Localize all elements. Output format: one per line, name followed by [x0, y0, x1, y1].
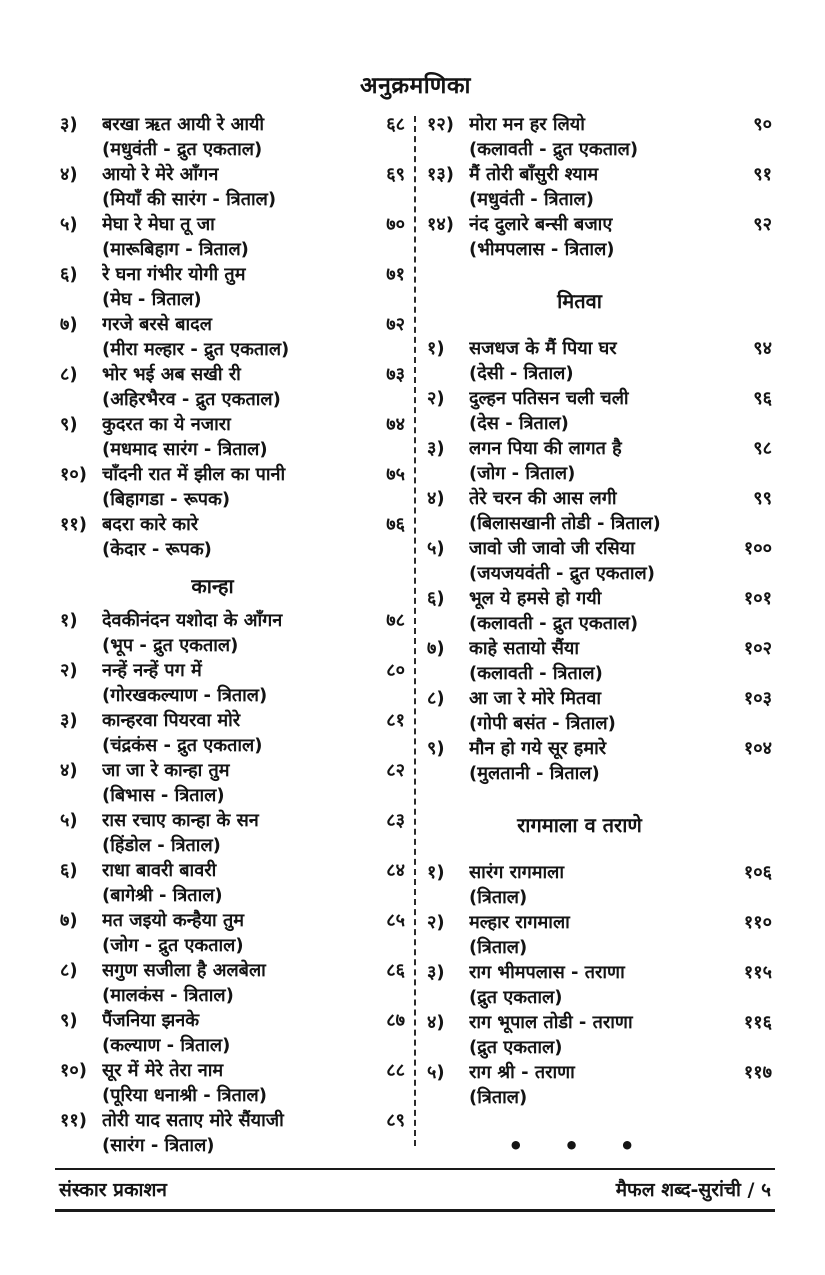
toc-entry — [427, 112, 772, 162]
entry-raga-tala: (गोरखकल्याण - त्रिताल) — [102, 685, 268, 706]
entry-number: १०) — [60, 1060, 87, 1081]
entry-page-number: ९० — [753, 114, 772, 135]
entry-title: राग श्री - तराणा — [469, 1062, 575, 1083]
entry-page-number: १०२ — [743, 638, 772, 659]
entry-raga-tala: (जोग - द्रुत एकताल) — [102, 935, 244, 956]
toc-entry — [60, 758, 405, 808]
right-column — [427, 112, 772, 1160]
entry-title: नंद दुलारे बन्सी बजाए — [469, 214, 613, 235]
entry-number: ८) — [427, 688, 445, 709]
entry-page-number: ७२ — [386, 314, 405, 335]
entry-number: ७) — [427, 638, 445, 659]
entry-title: मेघा रे मेघा तू जा — [102, 214, 215, 235]
entry-title: नन्हें नन्हें पग में — [102, 660, 202, 681]
entry-page-number: ९९ — [753, 488, 772, 509]
entry-page-number: ७३ — [386, 364, 405, 385]
entry-number: ७) — [60, 910, 78, 931]
entry-page-number: ९१ — [753, 164, 772, 185]
entry-raga-tala: (हिंडोल - त्रिताल) — [102, 835, 221, 856]
entry-raga-tala: (जोग - त्रिताल) — [469, 463, 576, 484]
entry-raga-tala: (चंद्रकंस - द्रुत एकताल) — [102, 735, 263, 756]
entry-number: ९) — [60, 414, 78, 435]
toc-entry — [60, 658, 405, 708]
entry-page-number: ११७ — [743, 1062, 772, 1083]
entry-page-number: ७६ — [386, 514, 405, 535]
entry-raga-tala: (मारूबिहाग - त्रिताल) — [102, 239, 249, 260]
entry-number: ९) — [60, 1010, 78, 1031]
entry-title: सूर में मेरे तेरा नाम — [102, 1060, 224, 1081]
entry-raga-tala: (कलावती - त्रिताल) — [469, 663, 603, 684]
entry-raga-tala: (त्रिताल) — [469, 887, 528, 908]
entry-title: लगन पिया की लागत है — [469, 438, 622, 459]
entry-raga-tala: (बिभास - त्रिताल) — [102, 785, 225, 806]
entry-title: मल्हार रागमाला — [469, 912, 570, 933]
toc-entry — [427, 386, 772, 436]
entry-number: २) — [427, 912, 445, 933]
entry-number: ८) — [60, 364, 78, 385]
entry-title: आयो रे मेरे आँगन — [102, 164, 219, 185]
entry-page-number: ७० — [386, 214, 405, 235]
entry-title: मोरा मन हर लियो — [469, 114, 585, 135]
toc-entry — [60, 262, 405, 312]
entry-raga-tala: (देस - त्रिताल) — [469, 413, 569, 434]
entry-number: १०) — [60, 464, 87, 485]
entry-title: दुल्हन पतिसन चली चली — [469, 388, 629, 409]
entry-title: राग भूपाल तोडी - तराणा — [469, 1012, 633, 1033]
entry-raga-tala: (भूप - द्रुत एकताल) — [102, 635, 239, 656]
entry-title: देवकीनंदन यशोदा के आँगन — [102, 610, 283, 631]
toc-entry — [427, 162, 772, 212]
entry-page-number: ८० — [386, 660, 405, 681]
entry-number: २) — [427, 388, 445, 409]
entry-title: बदरा कारे कारे — [102, 514, 199, 535]
entry-raga-tala: (कल्याण - त्रिताल) — [102, 1035, 231, 1056]
entry-title: कुदरत का ये नजारा — [102, 414, 231, 435]
entry-number: ९) — [427, 738, 445, 759]
toc-entry — [60, 462, 405, 512]
entry-number: १) — [427, 338, 445, 359]
entry-page-number: ७४ — [386, 414, 405, 435]
toc-entry — [60, 162, 405, 212]
entry-title: जा जा रे कान्हा तुम — [102, 760, 230, 781]
entry-page-number: ११६ — [743, 1012, 772, 1033]
entry-page-number: १०३ — [743, 688, 772, 709]
entry-number: ६) — [427, 588, 445, 609]
entry-number: १) — [427, 862, 445, 883]
toc-entry — [427, 536, 772, 586]
entry-raga-tala: (मधुवंती - द्रुत एकताल) — [102, 139, 263, 160]
entry-page-number: ८९ — [386, 1110, 405, 1131]
entry-raga-tala: (बागेश्री - त्रिताल) — [102, 885, 223, 906]
entry-title: काहे सतायो सैंया — [469, 638, 580, 659]
entry-page-number: ९४ — [753, 338, 772, 359]
entry-page-number: ११० — [743, 912, 772, 933]
entry-title: बरखा ऋत आयी रे आयी — [102, 114, 265, 135]
entry-title: चाँदनी रात में झील का पानी — [102, 464, 286, 485]
entry-raga-tala: (कलावती - द्रुत एकताल) — [469, 613, 639, 634]
toc-entry — [60, 362, 405, 412]
footer-book-page: मैफल शब्द-सुरांची / ५ — [615, 1179, 771, 1201]
entry-page-number: ८२ — [386, 760, 405, 781]
toc-entry — [427, 910, 772, 960]
entry-page-number: १०१ — [743, 588, 772, 609]
entry-title: सारंग रागमाला — [469, 862, 565, 883]
toc-entry — [427, 586, 772, 636]
entry-page-number: ९२ — [753, 214, 772, 235]
entry-number: १४) — [427, 214, 454, 235]
entry-title: जावो जी जावो जी रसिया — [469, 538, 635, 559]
entry-page-number: ६८ — [386, 114, 405, 135]
toc-entry — [60, 608, 405, 658]
entry-raga-tala: (जयजयवंती - द्रुत एकताल) — [469, 563, 655, 584]
entry-title: तेरे चरन की आस लगी — [469, 488, 617, 509]
entry-page-number: ७८ — [386, 610, 405, 631]
entry-title: रे घना गंभीर योगी तुम — [102, 264, 246, 285]
toc-entry — [60, 1058, 405, 1108]
page-title: अनुक्रमणिका — [360, 73, 471, 99]
entry-number: १३) — [427, 164, 454, 185]
section-heading: कान्हा — [191, 574, 234, 598]
entry-page-number: ७१ — [386, 264, 405, 285]
entry-page-number: ८३ — [386, 810, 405, 831]
entry-title: मैं तोरी बाँसुरी श्याम — [469, 164, 599, 185]
toc-entry — [60, 312, 405, 362]
entry-raga-tala: (द्रुत एकताल) — [469, 1037, 563, 1058]
entry-raga-tala: (पूरिया धनाश्री - त्रिताल) — [102, 1085, 267, 1106]
entry-number: १) — [60, 610, 78, 631]
toc-entry — [427, 436, 772, 486]
entry-number: ५) — [60, 214, 78, 235]
end-mark: • • • — [508, 1132, 651, 1160]
entry-number: २) — [60, 660, 78, 681]
toc-entry — [427, 636, 772, 686]
toc-entry — [427, 212, 772, 262]
entry-title: मत जइयो कन्हैया तुम — [102, 910, 245, 931]
entry-raga-tala: (सारंग - त्रिताल) — [102, 1135, 215, 1156]
entry-raga-tala: (मीरा मल्हार - द्रुत एकताल) — [102, 339, 290, 360]
entry-page-number: ७५ — [386, 464, 405, 485]
entry-number: ६) — [60, 264, 78, 285]
entry-raga-tala: (देसी - त्रिताल) — [469, 363, 574, 384]
toc-entry — [60, 808, 405, 858]
entry-number: ५) — [427, 538, 445, 559]
toc-entry — [427, 860, 772, 910]
column-divider — [414, 116, 416, 1146]
entry-number: ३) — [427, 962, 445, 983]
entry-title: सजधज के मैं पिया घर — [469, 338, 617, 359]
entry-number: ११) — [60, 514, 87, 535]
entry-raga-tala: (बिलासखानी तोडी - त्रिताल) — [469, 513, 661, 534]
entry-title: राग भीमपलास - तराणा — [469, 962, 625, 983]
entry-title: मौन हो गये सूर हमारे — [469, 738, 607, 759]
entry-raga-tala: (मुलतानी - त्रिताल) — [469, 763, 600, 784]
entry-number: ४) — [60, 760, 78, 781]
toc-entry — [427, 960, 772, 1010]
entry-raga-tala: (मधुवंती - त्रिताल) — [469, 189, 594, 210]
entry-title: आ जा रे मोरे मितवा — [469, 688, 601, 709]
entry-title: सगुण सजीला है अलबेला — [102, 960, 266, 981]
toc-entry — [60, 412, 405, 462]
entry-page-number: ११५ — [743, 962, 772, 983]
entry-page-number: ६९ — [386, 164, 405, 185]
toc-entry — [60, 858, 405, 908]
footer-publisher: संस्कार प्रकाशन — [59, 1179, 167, 1201]
page-footer — [55, 1168, 775, 1212]
toc-entry — [60, 908, 405, 958]
entry-raga-tala: (केदार - रूपक) — [102, 539, 212, 560]
toc-columns — [60, 112, 771, 1160]
entry-title: भोर भई अब सखी री — [102, 364, 241, 385]
entry-number: ४) — [60, 164, 78, 185]
toc-entry — [60, 708, 405, 758]
entry-raga-tala: (मधमाद सारंग - त्रिताल) — [102, 439, 268, 460]
entry-page-number: १०० — [743, 538, 772, 559]
entry-raga-tala: (त्रिताल) — [469, 937, 528, 958]
entry-raga-tala: (अहिरभैरव - द्रुत एकताल) — [102, 389, 281, 410]
toc-entry — [427, 736, 772, 786]
entry-number: ८) — [60, 960, 78, 981]
entry-title: भूल ये हमसे हो गयी — [469, 588, 602, 609]
entry-title: तोरी याद सताए मोरे सैंयाजी — [102, 1110, 284, 1131]
entry-page-number: ८८ — [386, 1060, 405, 1081]
entry-page-number: ८६ — [386, 960, 405, 981]
entry-number: ५) — [427, 1062, 445, 1083]
entry-raga-tala: (द्रुत एकताल) — [469, 987, 563, 1008]
entry-raga-tala: (मेघ - त्रिताल) — [102, 289, 202, 310]
left-column — [60, 112, 405, 1160]
entry-page-number: ८५ — [386, 910, 405, 931]
entry-page-number: ८४ — [386, 860, 405, 881]
entry-number: ५) — [60, 810, 78, 831]
entry-page-number: ९८ — [753, 438, 772, 459]
entry-number: ४) — [427, 1012, 445, 1033]
entry-raga-tala: (भीमपलास - त्रिताल) — [469, 239, 615, 260]
entry-title: कान्हरवा पियरवा मोरे — [102, 710, 241, 731]
toc-entry — [427, 1060, 772, 1110]
toc-entry — [427, 686, 772, 736]
toc-entry — [427, 336, 772, 386]
entry-title: रास रचाए कान्हा के सन — [102, 810, 259, 831]
entry-raga-tala: (बिहागडा - रूपक) — [102, 489, 231, 510]
toc-entry — [60, 958, 405, 1008]
toc-entry — [60, 212, 405, 262]
entry-number: ३) — [427, 438, 445, 459]
entry-raga-tala: (कलावती - द्रुत एकताल) — [469, 139, 639, 160]
entry-page-number: १०६ — [743, 862, 772, 883]
toc-entry — [60, 1008, 405, 1058]
toc-entry — [60, 512, 405, 562]
toc-entry — [427, 1010, 772, 1060]
entry-title: राधा बावरी बावरी — [102, 860, 217, 881]
entry-title: गरजे बरसे बादल — [102, 314, 212, 335]
entry-raga-tala: (मियाँ की सारंग - त्रिताल) — [102, 189, 277, 210]
entry-number: ७) — [60, 314, 78, 335]
entry-page-number: ९६ — [753, 388, 772, 409]
entry-raga-tala: (गोपी बसंत - त्रिताल) — [469, 713, 616, 734]
entry-number: ६) — [60, 860, 78, 881]
entry-number: ४) — [427, 488, 445, 509]
entry-number: ३) — [60, 114, 78, 135]
entry-title: पैंजनिया झनके — [102, 1010, 200, 1031]
toc-entry — [427, 486, 772, 536]
toc-entry — [60, 1108, 405, 1158]
entry-raga-tala: (त्रिताल) — [469, 1087, 528, 1108]
entry-page-number: ८७ — [386, 1010, 405, 1031]
toc-entry — [60, 112, 405, 162]
section-heading: रागमाला व तराणे — [517, 813, 642, 837]
entry-number: ११) — [60, 1110, 87, 1131]
entry-number: ३) — [60, 710, 78, 731]
entry-number: १२) — [427, 114, 454, 135]
section-heading: मितवा — [557, 289, 602, 313]
entry-page-number: ८१ — [386, 710, 405, 731]
entry-page-number: १०४ — [743, 738, 772, 759]
entry-raga-tala: (मालकंस - त्रिताल) — [102, 985, 234, 1006]
